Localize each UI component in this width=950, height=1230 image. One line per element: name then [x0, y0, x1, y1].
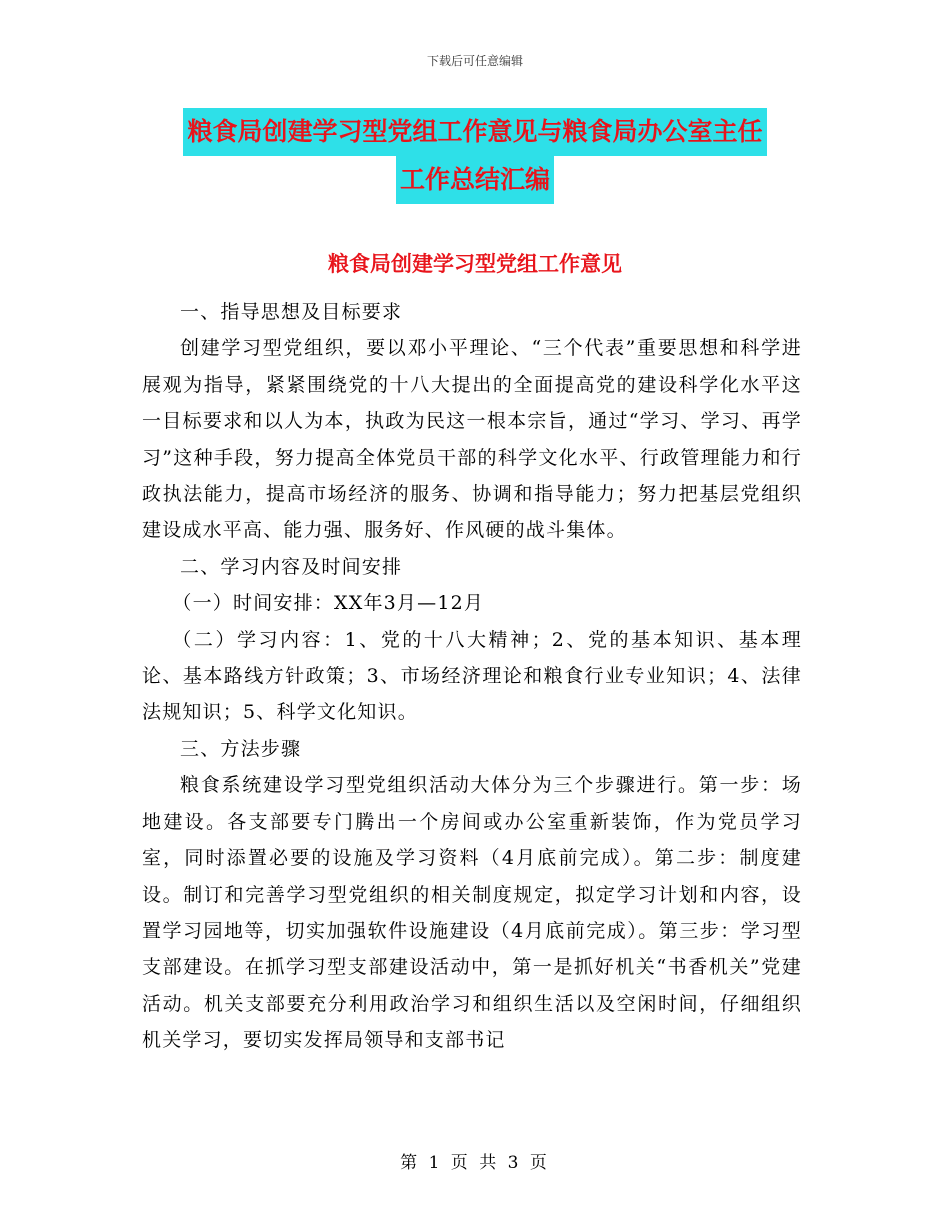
heading-study-content: 二、学习内容及时间安排 — [180, 555, 403, 578]
document-title-line-1: 粮食局创建学习型党组工作意见与粮食局办公室主任 — [183, 108, 766, 156]
section-heading: 粮食局创建学习型党组工作意见 — [328, 252, 622, 276]
paragraph-method-steps: 粮食系统建设学习型党组织活动大体分为三个步骤进行。第一步：场地建设。各支部要专门腾出一个房间或办公室重新装饰，作为党员学习室，同时添置必要的设施及学习资料（4月底前完成）。第二步：制度建设。制订和完善学习型党组织的相关制度规定，拟定学习计划和内容，设置学习园地等，切实加强软件设施建设（4月底前完成）。第三步：学习型支部建设。在抓学习型支部建设活动中，第一是抓好机关“书香机关”党建活动。机关支部要充分利用政治学习和组织生活以及空闲时间，仔细组织机关学习，要切实发挥局领导和支部书记 — [142, 774, 802, 1052]
document-title-line-2: 工作总结汇编 — [396, 156, 554, 204]
document-title — [140, 108, 810, 204]
item-study-content: （二）学习内容：1、党的十八大精神；2、党的基本知识、基本理论、基本路线方针政策；3、市场经济理论和粮食行业专业知识；4、法律法规知识；5、科学文化知识。 — [142, 628, 802, 724]
page-header-note: 下载后可任意编辑 — [426, 54, 523, 68]
item-time-schedule: （一）时间安排：XX年3月—12月 — [172, 592, 485, 615]
page-number: 第 1 页 共 3 页 — [400, 1153, 550, 1173]
document-body — [142, 294, 802, 1059]
paragraph-guiding-ideology: 创建学习型党组织，要以邓小平理论、“三个代表”重要思想和科学进展观为指导，紧紧围绕党的十八大提出的全面提高党的建设科学化水平这一目标要求和以人为本，执政为民这一根本宗旨，通过“学习、学习、再学习”这种手段，努力提高全体党员干部的科学文化水平、行政管理能力和行政执法能力，提高市场经济的服务、协调和指导能力；努力把基层党组织建设成水平高、能力强、服务好、作风硬的战斗集体。 — [142, 337, 802, 542]
heading-guiding-ideology: 一、指导思想及目标要求 — [180, 301, 403, 323]
heading-method-steps: 三、方法步骤 — [180, 737, 302, 760]
